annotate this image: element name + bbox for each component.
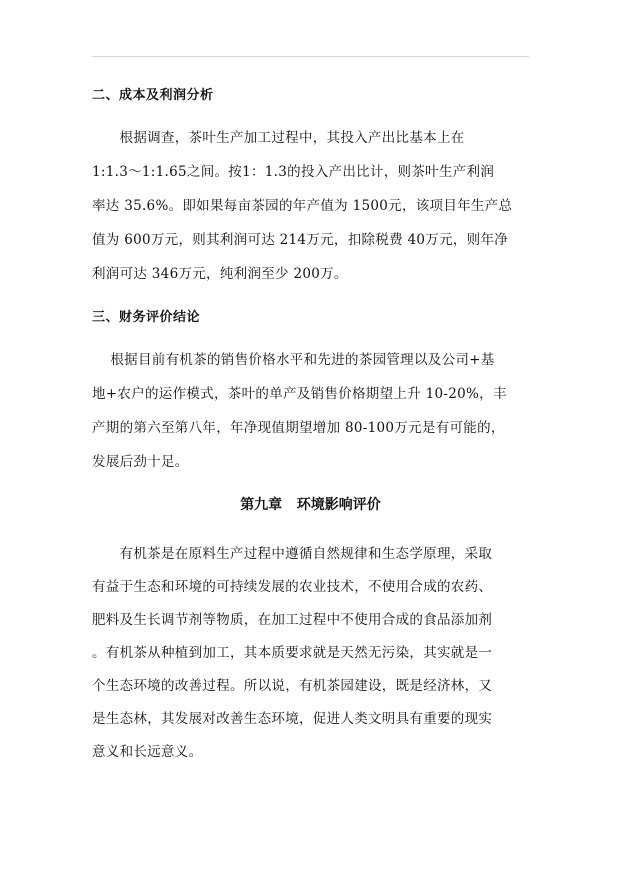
header-rule bbox=[92, 56, 529, 57]
paragraph-line: 值为 600万元，则其利润可达 214万元，扣除税费 40万元，则年净 bbox=[92, 232, 509, 248]
paragraph-line: 1:1.3～1:1.65之间。按1：1.3的投入产出比计，则茶叶生产利润 bbox=[92, 164, 495, 180]
section-heading-cost-profit: 二、成本及利润分析 bbox=[92, 88, 214, 103]
paragraph-line: 根据调查，茶叶生产加工过程中，其投入产出比基本上在 bbox=[92, 130, 465, 146]
paragraph-line: 意义和长远意义。 bbox=[92, 744, 203, 760]
section-heading-financial-conclusion: 三、财务评价结论 bbox=[92, 310, 201, 325]
paragraph-line: 肥料及生长调节剂等物质，在加工过程中不使用合成的食品添加剂 bbox=[92, 612, 493, 628]
paragraph-line: 有机茶是在原料生产过程中遵循自然规律和生态学原理，采取 bbox=[92, 546, 493, 562]
paragraph-line: 产期的第六至第八年，年净现值期望增加 80-100万元是有可能的， bbox=[92, 420, 505, 436]
paragraph-line: 有益于生态和环境的可持续发展的农业技术，不使用合成的农药、 bbox=[92, 579, 493, 595]
paragraph-line: 率达 35.6%。即如果每亩茶园的年产值为 1500元，该项目年生产总 bbox=[92, 198, 513, 214]
paragraph-line: 利润可达 346万元，纯利润至少 200万。 bbox=[92, 266, 348, 282]
paragraph-line: 个生态环境的改善过程。所以说，有机茶园建设，既是经济林，又 bbox=[92, 678, 493, 694]
paragraph-line: 。有机茶从种植到加工，其本质要求就是天然无污染，其实就是一 bbox=[92, 645, 493, 661]
chapter-title: 第九章 环境影响评价 bbox=[240, 497, 381, 513]
paragraph-line: 地+农户的运作模式，茶叶的单产及销售价格期望上升 10-20%，丰 bbox=[92, 386, 507, 402]
paragraph-line: 发展后劲十足。 bbox=[92, 454, 189, 470]
paragraph-line: 根据目前有机茶的销售价格水平和先进的茶园管理以及公司+基 bbox=[92, 352, 495, 368]
paragraph-line: 是生态林，其发展对改善生态环境，促进人类文明具有重要的现实 bbox=[92, 711, 493, 727]
